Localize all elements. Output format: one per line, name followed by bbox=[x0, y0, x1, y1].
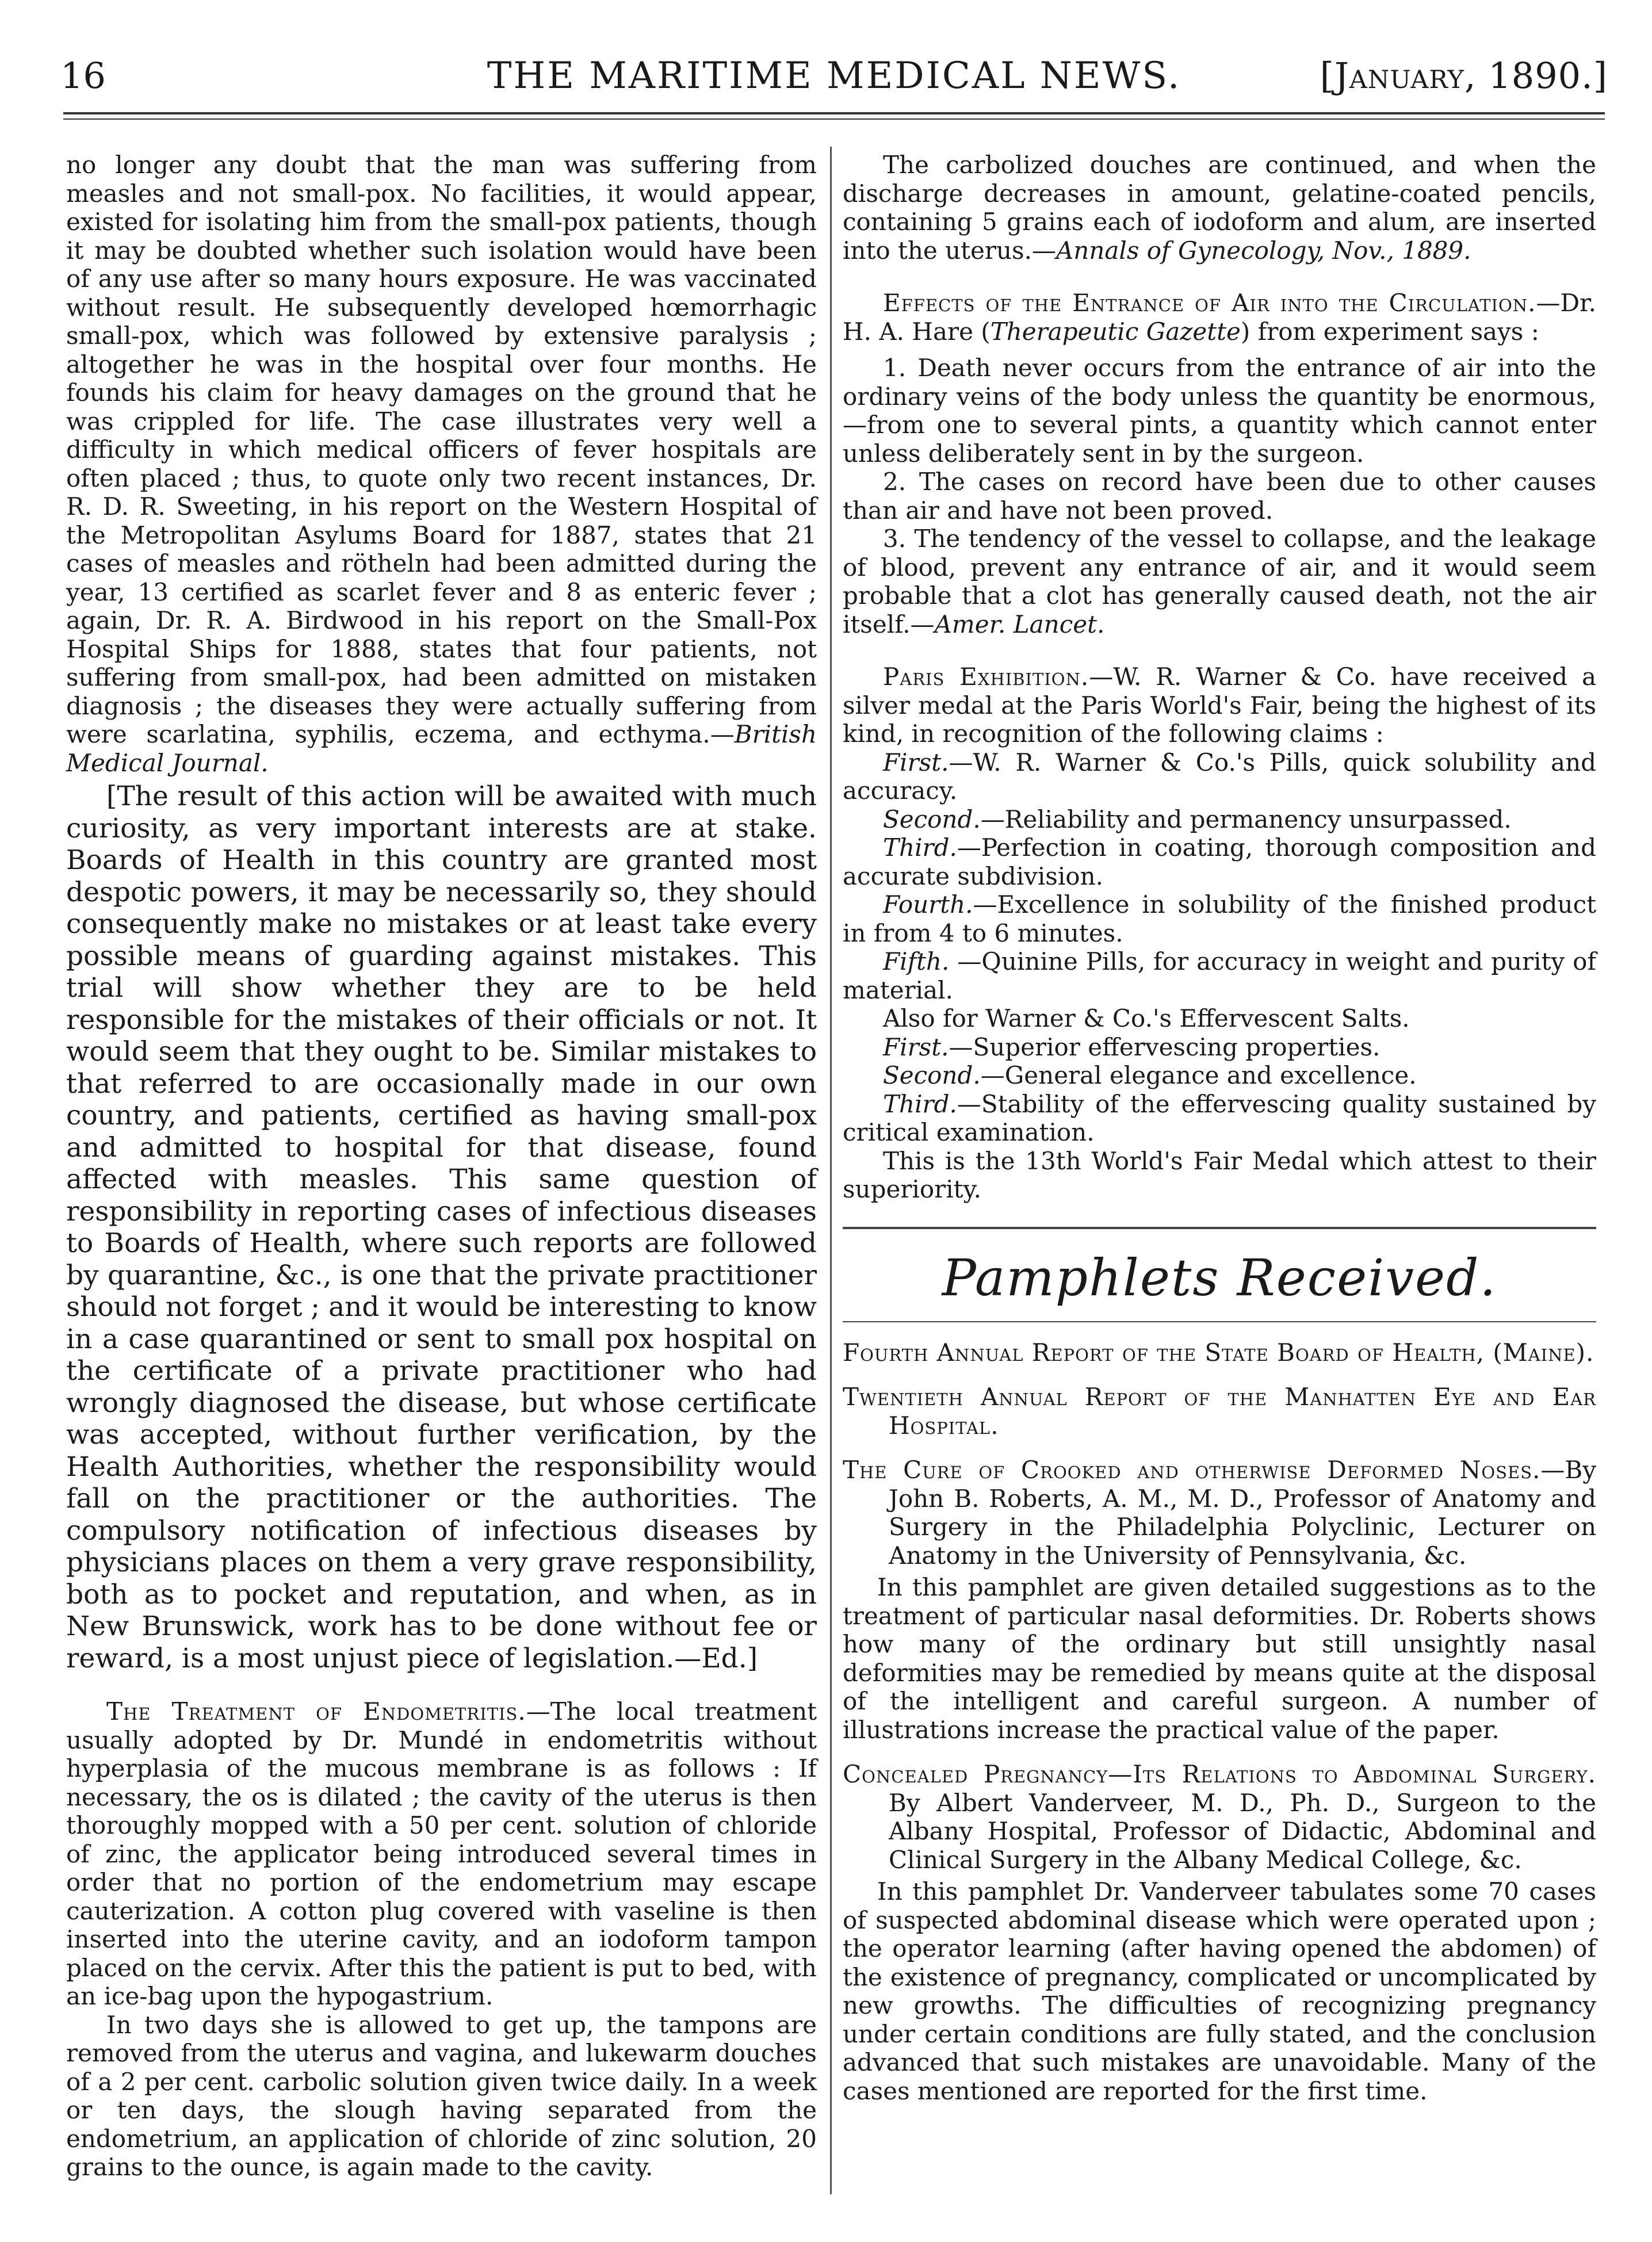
air-source: Amer. Lancet. bbox=[934, 610, 1105, 638]
journal-title: THE MARITIME MEDICAL NEWS. bbox=[487, 55, 1181, 97]
air-point bbox=[843, 525, 1596, 638]
claim-label: Second. bbox=[883, 805, 981, 833]
pamphlet-entry: Fourth Annual Report of the State Board of Health, (Maine). bbox=[843, 1338, 1594, 1367]
claim-text: —General elegance and excellence. bbox=[980, 1061, 1417, 1089]
claim-label: First. bbox=[883, 1032, 949, 1061]
pamphlet-description: In this pamphlet are given detailed suggestions as to the treatment of particular nasal deformities. Dr. Roberts shows how many of the ordinary but still unsightly nasal deformities may be remedied by means quite at the disposal of the intelligent and careful surgeon. A number of illustrations increase the practical value of the paper. bbox=[843, 1573, 1596, 1744]
pill-claim bbox=[843, 805, 1596, 834]
paris-exhibition-paragraph bbox=[843, 663, 1596, 748]
pamphlets-heading: Pamphlets Received. bbox=[942, 1248, 1497, 1307]
claim-text: —Stability of the effervescing quality sustained by critical examination. bbox=[843, 1089, 1596, 1146]
air-point: 1. Death never occurs from the entrance of air into the ordinary veins of the body unless the quantity be enormous, —from one to several pints, a quantity which cannot enter unless deliberately sent in by the surgeon. bbox=[843, 354, 1596, 468]
claim-label: Third. bbox=[883, 833, 957, 862]
salt-claim bbox=[843, 1061, 1596, 1090]
pill-claim bbox=[843, 833, 1596, 890]
measles-case-paragraph bbox=[66, 151, 817, 777]
issue-date: [January, 1890.] bbox=[1320, 55, 1608, 97]
claim-text: —Reliability and permanency unsurpassed. bbox=[980, 805, 1512, 833]
air-entrance-title: Effects of the Entrance of Air into the Circulation. bbox=[883, 289, 1536, 317]
endometritis-title: The Treatment of Endometritis. bbox=[106, 1697, 526, 1726]
header-rule-top bbox=[63, 112, 1605, 114]
page-number: 16 bbox=[60, 55, 106, 97]
section-rule bbox=[843, 1321, 1596, 1322]
claim-text: —Quinine Pills, for accuracy in weight and purity of material. bbox=[843, 947, 1596, 1004]
air-entrance-paragraph bbox=[843, 289, 1596, 346]
claim-text: —Perfection in coating, thorough composition and accurate subdivision. bbox=[843, 833, 1596, 890]
pill-claim bbox=[843, 890, 1596, 947]
pill-claim bbox=[843, 748, 1596, 805]
air-intro-text: —Dr. H. A. Hare ( bbox=[843, 289, 1596, 346]
salt-claim bbox=[843, 1090, 1596, 1147]
pamphlet-entry: Twentieth Annual Report of the Manhatten Eye and Ear Hospital. bbox=[843, 1383, 1596, 1440]
pill-claim bbox=[843, 947, 1596, 1004]
pamphlet-title: The Cure of Crooked and otherwise Deformed Noses. bbox=[843, 1456, 1541, 1484]
claim-label: Third. bbox=[883, 1089, 957, 1118]
pamphlet-byline: By Albert Vanderveer, M. D., Ph. D., Surgeon to the Albany Hospital, Professor of Didactic, Abdominal and Clinical Surgery in the Albany Medical College, &c. bbox=[889, 1788, 1596, 1874]
claim-text: —W. R. Warner & Co.'s Pills, quick solubility and accuracy. bbox=[843, 748, 1596, 805]
paris-exhibition-title: Paris Exhibition. bbox=[883, 663, 1089, 691]
measles-source: British Medical Journal. bbox=[66, 720, 817, 777]
salts-intro: Also for Warner & Co.'s Effervescent Salts. bbox=[883, 1004, 1410, 1032]
claim-label: Second. bbox=[883, 1061, 981, 1089]
endometritis-source: Annals of Gynecology, Nov., 1889. bbox=[1056, 236, 1471, 265]
pamphlet-byline: —By John B. Roberts, A. M., M. D., Professor of Anatomy and Surgery in the Philadelphia Polyclinic, Lecturer on Anatomy in the University of Pennsylvania, &c. bbox=[889, 1456, 1596, 1570]
claim-label: First. bbox=[883, 748, 949, 776]
air-point: 2. The cases on record have been due to other causes than air and have not been proved. bbox=[843, 468, 1596, 525]
endometritis-paragraph-2: In two days she is allowed to get up, the tampons are removed from the uterus and vagina, and lukewarm douches of a 2 per cent. carbolic solution given twice daily. In a week or ten days, the slough having separated from the endometrium, an application of chloride of zinc solution, 20 grains to the ounce, is again made to the cavity. bbox=[66, 2010, 817, 2181]
salt-claim bbox=[843, 1033, 1596, 1062]
running-header bbox=[60, 49, 1608, 106]
paris-exhibition-intro: —W. R. Warner & Co. have received a silver medal at the Paris World's Fair, being the highest of its kind, in recognition of the following claims : bbox=[843, 663, 1596, 748]
endometritis-paragraph bbox=[66, 1697, 817, 2011]
pamphlet-title: Concealed Pregnancy—Its Relations to Abdominal Surgery. bbox=[843, 1760, 1596, 1788]
left-column bbox=[66, 151, 817, 2182]
endometritis-continued-text: The carbolized douches are continued, and when the discharge decreases in amount, gelatine-coated pencils, containing 5 grains each of iodoform and alum, are inserted into the uterus.— bbox=[843, 151, 1596, 265]
paris-closing: This is the 13th World's Fair Medal which attest to their superiority. bbox=[843, 1146, 1596, 1203]
claim-text: —Superior effervescing properties. bbox=[949, 1032, 1381, 1061]
pamphlet-entry bbox=[843, 1456, 1596, 1570]
claim-label: Fifth. bbox=[883, 947, 950, 975]
endometritis-text: —The local treatment usually adopted by Dr. Mundé in endometritis without hyperplasia of the mucous membrane is as follows : If necessary, the os is dilated ; the cavity of the uterus is then thoroughly mopped with a 50 per cent. solution of chloride of zinc, the applicator being introduced several times in order that no portion of the endometrium may escape cauterization. A cotton plug covered with vaseline is then inserted into the uterine cavity, and an iodoform tampon placed on the cervix. After this the patient is put to bed, with an ice-bag upon the hypogastrium. bbox=[66, 1697, 817, 2010]
air-intro-source: Therapeutic Gazette bbox=[990, 317, 1241, 346]
column-divider bbox=[830, 147, 832, 2194]
air-point-text: 3. The tendency of the vessel to collapse, and the leakage of blood, prevent any entrance of air, and it would seem probable that a clot has generally caused death, not the air itself.— bbox=[843, 525, 1596, 638]
pamphlet-description: In this pamphlet Dr. Vanderveer tabulates some 70 cases of suspected abdominal disease which were operated upon ; the operator learning (after having opened the abdomen) of the existence of pregnancy, complicated or uncomplicated by new growths. The difficulties of recognizing pregnancy under certain conditions are fully stated, and the conclusion advanced that such mistakes are unavoidable. Many of the cases mentioned are reported for the first time. bbox=[843, 1877, 1596, 2105]
measles-case-text: no longer any doubt that the man was suffering from measles and not small-pox. No facilities, it would appear, existed for isolating him from the small-pox patients, though it may be doubted whether such isolation would have been of any use after so many hours exposure. He was vaccinated without result. He subsequently developed hœmorrhagic small-pox, which was followed by extensive paralysis ; altogether he was in the hospital over four months. He founds his claim for heavy damages on the ground that he was crippled for life. The case illustrates very well a difficulty in which medical officers of fever hospitals are often placed ; thus, to quote only two recent instances, Dr. R. D. R. Sweeting, in his report on the Western Hospital of the Metropolitan Asylums Board for 1887, states that 21 cases of measles and rötheln had been admitted during the year, 13 certified as scarlet fever and 8 as enteric fever ; again, Dr. R. A. Birdwood in his report on the Small-Pox Hospital Ships for 1888, states that four patients, not suffering from small-pox, had been admitted on mistaken diagnosis ; the diseases they were actually suffering from were scarlatina, syphilis, eczema, and ecthyma.— bbox=[66, 151, 817, 748]
header-rule-bottom bbox=[63, 118, 1605, 120]
claim-label: Fourth. bbox=[883, 890, 973, 919]
editorial-note: [The result of this action will be awaited with much curiosity, as very important interests are at stake. Boards of Health in this country are granted most despotic powers, it may be necessarily so, they should consequently make no mistakes or at least take every possible means of guarding against mistakes. This trial will show whether they are to be held responsible for the mistakes of their officials or not. It would seem that they ought to be. Similar mistakes to that referred to are occasionally made in our own country, and patients, certified as having small-pox and admitted to hospital for that disease, found affected with measles. This same question of responsibility in reporting cases of infectious diseases to Boards of Health, where such reports are followed by quarantine, &c., is one that the private practitioner should not forget ; and it would be interesting to know in a case quarantined or sent to small pox hospital on the certificate of a private practitioner who had wrongly diagnosed the disease, but whose certificate was accepted, without further verification, by the Health Authorities, whether the responsibility would fall on the practitioner or the authorities. The compulsory notification of infectious diseases by physicians places on them a very grave responsibility, both as to pocket and reputation, and when, as in New Brunswick, work has to be done without fee or reward, is a most unjust piece of legislation.—Ed.] bbox=[66, 781, 817, 1674]
right-column bbox=[843, 151, 1596, 2105]
air-intro-text-end: ) from experiment says : bbox=[1240, 317, 1539, 346]
endometritis-continued bbox=[843, 151, 1596, 265]
section-rule bbox=[843, 1227, 1596, 1229]
claim-text: —Excellence in solubility of the finished product in from 4 to 6 minutes. bbox=[843, 890, 1596, 947]
pamphlet-entry bbox=[843, 1760, 1596, 1874]
